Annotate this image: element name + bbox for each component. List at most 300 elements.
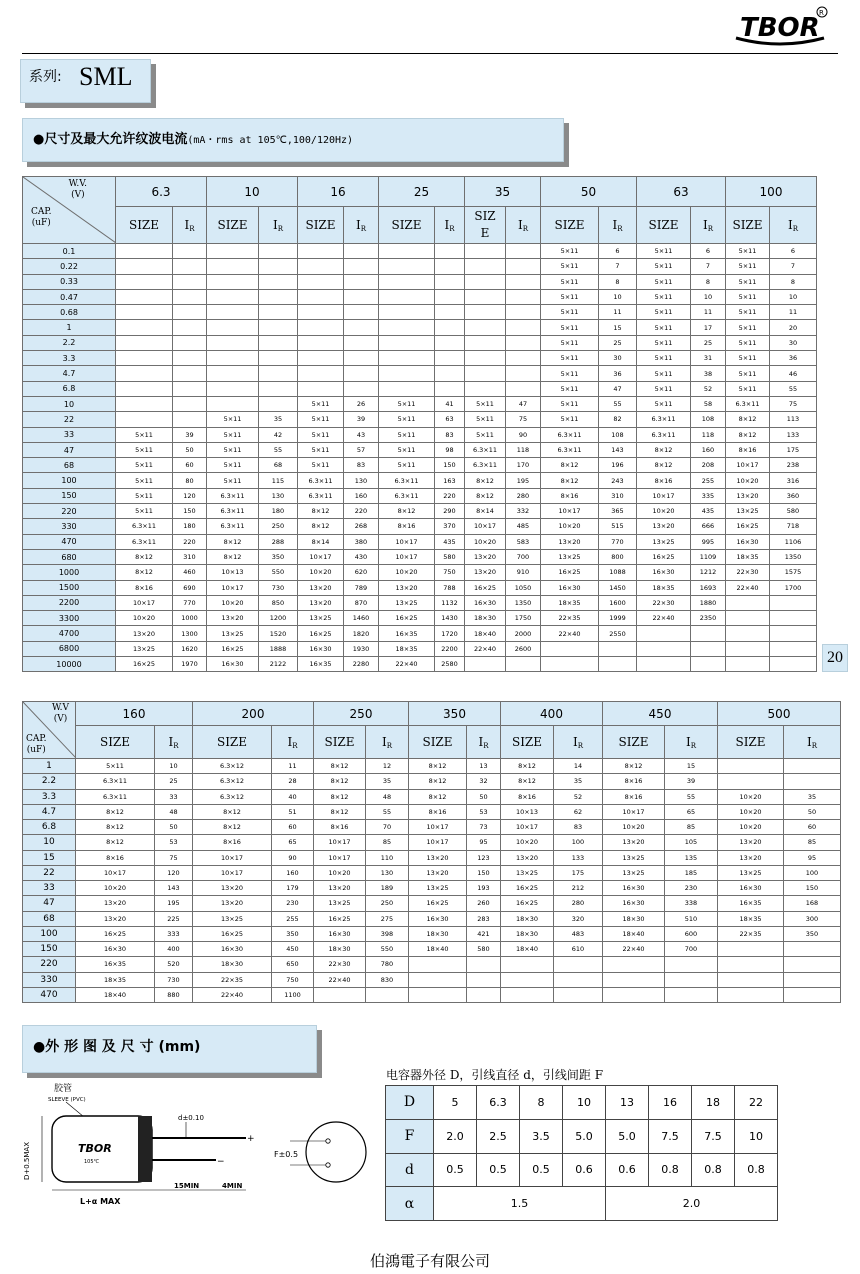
ripple-cell: 288 bbox=[259, 534, 298, 549]
size-cell bbox=[116, 335, 173, 350]
size-cell: 13×20 bbox=[409, 850, 467, 865]
size-cell: 6.3×12 bbox=[193, 759, 272, 774]
cap-cell: 100 bbox=[23, 473, 116, 488]
ripple-cell: 193 bbox=[467, 881, 501, 896]
table1-v-label: (V) bbox=[71, 190, 85, 200]
table-row bbox=[23, 289, 817, 304]
size-cell: 5×11 bbox=[726, 289, 770, 304]
dims-value: 0.8 bbox=[735, 1153, 778, 1187]
table2-cap-wrap bbox=[26, 734, 46, 756]
dims-value: 0.8 bbox=[692, 1153, 735, 1187]
size-cell: 5×11 bbox=[637, 351, 691, 366]
size-cell: 10×20 bbox=[298, 565, 344, 580]
size-cell bbox=[207, 320, 259, 335]
ripple-cell: 789 bbox=[344, 580, 379, 595]
size-cell: 16×30 bbox=[637, 565, 691, 580]
header-rule bbox=[22, 53, 838, 54]
ir-col-header-sub: R bbox=[792, 224, 799, 233]
size-cell: 10×20 bbox=[207, 595, 259, 610]
table1-cap-label: CAP. bbox=[31, 207, 52, 217]
table-row bbox=[23, 972, 841, 987]
dims-value: 0.5 bbox=[520, 1153, 563, 1187]
ripple-cell bbox=[506, 381, 541, 396]
size-cell bbox=[207, 366, 259, 381]
ripple-cell: 33 bbox=[155, 789, 193, 804]
size-cell: 16×25 bbox=[726, 519, 770, 534]
size-cell: 5×11 bbox=[116, 488, 173, 503]
ripple-cell: 220 bbox=[344, 504, 379, 519]
size-cell bbox=[298, 274, 344, 289]
table-row bbox=[23, 504, 817, 519]
dims-value: 8 bbox=[520, 1086, 563, 1120]
ripple-cell: 283 bbox=[467, 911, 501, 926]
ripple-cell: 83 bbox=[435, 427, 465, 442]
dims-label-D: D bbox=[386, 1086, 434, 1120]
size-cell: 5×11 bbox=[298, 458, 344, 473]
lmax-label: L+α MAX bbox=[80, 1197, 121, 1206]
ripple-cell: 57 bbox=[344, 442, 379, 457]
ripple-cell: 60 bbox=[173, 458, 207, 473]
ripple-cell: 160 bbox=[272, 865, 314, 880]
size-cell: 5×11 bbox=[379, 442, 435, 457]
size-cell: 8×12 bbox=[298, 519, 344, 534]
size-cell: 8×12 bbox=[314, 804, 366, 819]
ripple-cell bbox=[554, 987, 603, 1002]
table1-unit-label: (uF) bbox=[31, 218, 51, 228]
ripple-cell: 238 bbox=[770, 458, 817, 473]
size-cell bbox=[718, 972, 784, 987]
dims-alpha-value: 2.0 bbox=[606, 1187, 778, 1221]
table-row bbox=[23, 804, 841, 819]
ripple-cell: 830 bbox=[366, 972, 409, 987]
ripple-cell: 250 bbox=[366, 896, 409, 911]
size-cell bbox=[116, 274, 173, 289]
table-row bbox=[23, 412, 817, 427]
table-row bbox=[23, 366, 817, 381]
ripple-cell: 360 bbox=[770, 488, 817, 503]
size-cell: 10×13 bbox=[207, 565, 259, 580]
voltage-header: 16 bbox=[298, 177, 379, 207]
ripple-cell: 730 bbox=[155, 972, 193, 987]
size-cell bbox=[207, 274, 259, 289]
table1-wv-wrap bbox=[69, 179, 87, 201]
ripple-cell: 225 bbox=[155, 911, 193, 926]
table-row bbox=[23, 626, 817, 641]
table-row bbox=[23, 534, 817, 549]
cap-cell: 1000 bbox=[23, 565, 116, 580]
size-cell bbox=[465, 259, 506, 274]
size-cell: 16×25 bbox=[207, 641, 259, 656]
dims-alpha-value: 1.5 bbox=[434, 1187, 606, 1221]
ripple-cell: 120 bbox=[173, 488, 207, 503]
size-cell bbox=[465, 381, 506, 396]
ripple-cell: 39 bbox=[665, 774, 718, 789]
ripple-cell bbox=[691, 641, 726, 656]
table-row bbox=[23, 274, 817, 289]
ripple-cell: 338 bbox=[665, 896, 718, 911]
ripple-cell: 35 bbox=[554, 774, 603, 789]
size-cell: 6.3×11 bbox=[76, 789, 155, 804]
size-cell: 16×30 bbox=[298, 641, 344, 656]
size-cell: 8×16 bbox=[193, 835, 272, 850]
size-cell bbox=[298, 366, 344, 381]
table-row bbox=[23, 565, 817, 580]
ripple-cell: 220 bbox=[435, 488, 465, 503]
ripple-cell: 310 bbox=[173, 549, 207, 564]
size-cell bbox=[637, 626, 691, 641]
ripple-cell: 520 bbox=[155, 957, 193, 972]
size-col-header bbox=[726, 207, 770, 244]
ripple-cell: 800 bbox=[599, 549, 637, 564]
ripple-cell bbox=[506, 305, 541, 320]
size-col-header bbox=[379, 207, 435, 244]
cap-cell: 10 bbox=[23, 835, 76, 850]
size-cell: 18×30 bbox=[193, 957, 272, 972]
size-cell bbox=[379, 381, 435, 396]
size-cell: 13×20 bbox=[637, 519, 691, 534]
size-cell bbox=[116, 351, 173, 366]
size-col-header-text: SIZE bbox=[648, 218, 679, 233]
size-cell: 13×25 bbox=[603, 865, 665, 880]
size-cell: 8×16 bbox=[603, 774, 665, 789]
ir-col-header-text: I bbox=[168, 734, 174, 749]
table-row bbox=[23, 942, 841, 957]
ripple-cell bbox=[259, 351, 298, 366]
min15-label: 15MIN bbox=[174, 1182, 200, 1190]
ripple-cell: 55 bbox=[259, 442, 298, 457]
ripple-cell: 243 bbox=[599, 473, 637, 488]
ripple-cell bbox=[344, 274, 379, 289]
size-cell: 16×25 bbox=[637, 549, 691, 564]
ripple-cell: 15 bbox=[599, 320, 637, 335]
ir-col-header-text: I bbox=[287, 734, 293, 749]
size-cell: 8×12 bbox=[465, 473, 506, 488]
ripple-cell: 28 bbox=[272, 774, 314, 789]
ripple-cell: 1970 bbox=[173, 657, 207, 672]
size-cell bbox=[465, 320, 506, 335]
dims-row-D bbox=[386, 1086, 778, 1120]
ripple-cell bbox=[435, 305, 465, 320]
size-cell: 5×11 bbox=[207, 427, 259, 442]
ir-col-header-text: I bbox=[702, 217, 708, 232]
ripple-cell bbox=[259, 274, 298, 289]
size-cell: 16×30 bbox=[76, 942, 155, 957]
size-cell: 16×30 bbox=[726, 534, 770, 549]
ripple-cell bbox=[366, 987, 409, 1002]
size-cell: 8×12 bbox=[726, 412, 770, 427]
ripple-cell: 550 bbox=[259, 565, 298, 580]
ripple-cell: 6 bbox=[691, 244, 726, 259]
size-cell: 10×17 bbox=[501, 820, 554, 835]
size-cell: 5×11 bbox=[207, 412, 259, 427]
table-row bbox=[23, 549, 817, 564]
size-cell bbox=[379, 305, 435, 320]
cap-cell: 680 bbox=[23, 549, 116, 564]
outline-drawing bbox=[18, 1080, 370, 1210]
ripple-cell: 280 bbox=[506, 488, 541, 503]
ripple-cell: 250 bbox=[259, 519, 298, 534]
size-cell: 5×11 bbox=[541, 320, 599, 335]
size-cell: 8×12 bbox=[314, 789, 366, 804]
size-cell: 8×12 bbox=[193, 804, 272, 819]
ripple-cell: 118 bbox=[506, 442, 541, 457]
ripple-cell: 11 bbox=[691, 305, 726, 320]
ripple-cell bbox=[259, 244, 298, 259]
size-cell: 13×25 bbox=[116, 641, 173, 656]
size-cell: 22×35 bbox=[541, 611, 599, 626]
table1-cap-wrap bbox=[31, 207, 51, 229]
ripple-cell bbox=[435, 274, 465, 289]
ripple-cell: 1700 bbox=[770, 580, 817, 595]
ripple-cell bbox=[173, 381, 207, 396]
ir-col-header-text: I bbox=[355, 217, 361, 232]
ripple-cell bbox=[435, 366, 465, 381]
size-col-header-text: SIZE bbox=[217, 218, 248, 233]
size-cell: 8×12 bbox=[603, 759, 665, 774]
ripple-cell: 25 bbox=[599, 335, 637, 350]
lead-spacing-label: F±0.5 bbox=[274, 1150, 299, 1159]
size-cell: 5×11 bbox=[637, 335, 691, 350]
dims-caption: 电容器外径 D，引线直径 d，引线间距 F bbox=[386, 1068, 604, 1082]
size-cell: 5×11 bbox=[76, 759, 155, 774]
size-cell: 6.3×11 bbox=[726, 396, 770, 411]
ripple-cell bbox=[784, 774, 841, 789]
ripple-cell: 195 bbox=[155, 896, 193, 911]
ir-col-header bbox=[173, 207, 207, 244]
size-cell bbox=[298, 381, 344, 396]
series-box bbox=[20, 59, 151, 103]
size-col-header-text: SIZE bbox=[554, 218, 585, 233]
size-cell: 6.3×11 bbox=[637, 412, 691, 427]
size-cell: 22×35 bbox=[718, 926, 784, 941]
table-row bbox=[23, 519, 817, 534]
size-cell: 10×17 bbox=[76, 865, 155, 880]
size-cell: 5×11 bbox=[637, 320, 691, 335]
ripple-cell bbox=[691, 626, 726, 641]
ripple-cell: 83 bbox=[554, 820, 603, 835]
ripple-cell: 150 bbox=[467, 865, 501, 880]
size-cell bbox=[207, 396, 259, 411]
size-cell: 6.3×11 bbox=[207, 504, 259, 519]
ir-col-header bbox=[155, 726, 193, 759]
size-cell bbox=[465, 289, 506, 304]
ripple-cell: 1888 bbox=[259, 641, 298, 656]
size-cell: 13×20 bbox=[409, 865, 467, 880]
size-cell: 10×13 bbox=[501, 804, 554, 819]
ripple-cell bbox=[599, 641, 637, 656]
size-cell bbox=[116, 305, 173, 320]
ripple-cell: 195 bbox=[506, 473, 541, 488]
dims-value: 0.8 bbox=[649, 1153, 692, 1187]
cap-cell: 68 bbox=[23, 458, 116, 473]
size-cell: 22×30 bbox=[637, 595, 691, 610]
ripple-cell: 1620 bbox=[173, 641, 207, 656]
size-cell: 8×16 bbox=[76, 850, 155, 865]
ripple-cell: 770 bbox=[173, 595, 207, 610]
size-cell: 13×20 bbox=[379, 580, 435, 595]
voltage-header: 250 bbox=[314, 702, 409, 726]
dims-label-d: d bbox=[386, 1153, 434, 1187]
ripple-cell: 95 bbox=[784, 850, 841, 865]
section1-box bbox=[22, 118, 564, 162]
ripple-cell: 163 bbox=[435, 473, 465, 488]
ripple-cell bbox=[770, 657, 817, 672]
ripple-cell: 90 bbox=[506, 427, 541, 442]
table-row bbox=[23, 335, 817, 350]
size-cell: 5×11 bbox=[541, 351, 599, 366]
dims-value: 10 bbox=[563, 1086, 606, 1120]
size-cell: 5×11 bbox=[541, 396, 599, 411]
size-cell: 18×40 bbox=[409, 942, 467, 957]
ripple-cell: 430 bbox=[344, 549, 379, 564]
size-col-header bbox=[207, 207, 259, 244]
size-cell bbox=[298, 305, 344, 320]
size-cell bbox=[465, 366, 506, 381]
table-row bbox=[23, 442, 817, 457]
size-col-header bbox=[298, 207, 344, 244]
size-cell: 8×16 bbox=[116, 580, 173, 595]
ripple-cell: 11 bbox=[272, 759, 314, 774]
dims-value: 5 bbox=[434, 1086, 477, 1120]
size-cell: 5×11 bbox=[379, 396, 435, 411]
ir-col-header bbox=[467, 726, 501, 759]
table2-v-label: (V) bbox=[53, 714, 68, 724]
ripple-cell bbox=[344, 244, 379, 259]
size-cell bbox=[116, 244, 173, 259]
size-cell bbox=[465, 351, 506, 366]
ripple-cell: 70 bbox=[366, 820, 409, 835]
ir-col-header-text: I bbox=[787, 217, 793, 232]
size-cell: 13×25 bbox=[193, 911, 272, 926]
size-col-header bbox=[603, 726, 665, 759]
size-cell bbox=[718, 942, 784, 957]
cap-cell: 47 bbox=[23, 896, 76, 911]
size-cell: 10×17 bbox=[314, 835, 366, 850]
size-cell: 16×25 bbox=[501, 896, 554, 911]
size-cell: 13×20 bbox=[314, 881, 366, 896]
voltage-header: 25 bbox=[379, 177, 465, 207]
ripple-cell: 1100 bbox=[272, 987, 314, 1002]
size-col-header bbox=[409, 726, 467, 759]
size-cell bbox=[298, 259, 344, 274]
size-cell: 5×11 bbox=[726, 244, 770, 259]
size-cell: 16×25 bbox=[116, 657, 173, 672]
ripple-cell: 75 bbox=[770, 396, 817, 411]
size-cell: 10×20 bbox=[314, 865, 366, 880]
ripple-cell bbox=[173, 244, 207, 259]
size-cell: 5×11 bbox=[116, 427, 173, 442]
size-cell: 10×20 bbox=[637, 504, 691, 519]
size-cell: 16×30 bbox=[409, 911, 467, 926]
size-cell: 10×17 bbox=[379, 549, 435, 564]
ripple-cell: 20 bbox=[770, 320, 817, 335]
size-cell bbox=[207, 259, 259, 274]
table-row bbox=[23, 259, 817, 274]
size-cell: 13×20 bbox=[207, 611, 259, 626]
size-cell: 16×30 bbox=[718, 881, 784, 896]
ripple-cell: 43 bbox=[344, 427, 379, 442]
ripple-cell: 421 bbox=[467, 926, 501, 941]
ir-col-header-sub: R bbox=[522, 224, 529, 233]
table-row bbox=[23, 611, 817, 626]
ir-col-header bbox=[259, 207, 298, 244]
ripple-cell bbox=[506, 366, 541, 381]
size-cell bbox=[116, 381, 173, 396]
dims-value: 7.5 bbox=[692, 1119, 735, 1153]
size-cell: 16×25 bbox=[465, 580, 506, 595]
cap-cell: 470 bbox=[23, 534, 116, 549]
ripple-cell bbox=[435, 351, 465, 366]
size-cell: 16×30 bbox=[193, 942, 272, 957]
ripple-cell: 75 bbox=[506, 412, 541, 427]
size-cell: 10×20 bbox=[603, 820, 665, 835]
size-cell: 6.3×11 bbox=[116, 519, 173, 534]
table-row bbox=[23, 957, 841, 972]
size-cell: 22×30 bbox=[726, 565, 770, 580]
ir-col-header bbox=[691, 207, 726, 244]
size-cell: 22×40 bbox=[379, 657, 435, 672]
ripple-cell: 220 bbox=[173, 534, 207, 549]
table-row bbox=[23, 926, 841, 941]
ripple-cell: 700 bbox=[506, 549, 541, 564]
voltage-header: 100 bbox=[726, 177, 817, 207]
size-cell: 10×20 bbox=[726, 473, 770, 488]
size-cell bbox=[116, 259, 173, 274]
size-cell: 8×12 bbox=[207, 549, 259, 564]
ripple-cell: 32 bbox=[467, 774, 501, 789]
size-cell: 18×35 bbox=[76, 972, 155, 987]
size-cell bbox=[726, 595, 770, 610]
size-cell bbox=[465, 274, 506, 289]
ripple-cell: 600 bbox=[665, 926, 718, 941]
size-cell: 5×11 bbox=[116, 442, 173, 457]
ripple-cell bbox=[506, 259, 541, 274]
ripple-cell: 60 bbox=[272, 820, 314, 835]
size-cell: 16×30 bbox=[465, 595, 506, 610]
ripple-cell bbox=[344, 305, 379, 320]
ripple-cell: 1930 bbox=[344, 641, 379, 656]
size-cell bbox=[379, 274, 435, 289]
ripple-cell bbox=[259, 289, 298, 304]
size-cell: 8×12 bbox=[637, 442, 691, 457]
dims-value: 0.5 bbox=[477, 1153, 520, 1187]
ripple-cell: 2580 bbox=[435, 657, 465, 672]
cap-cell: 33 bbox=[23, 427, 116, 442]
cap-cell: 0.68 bbox=[23, 305, 116, 320]
ripple-cell: 1450 bbox=[599, 580, 637, 595]
ripple-cell bbox=[435, 259, 465, 274]
ripple-cell: 30 bbox=[770, 335, 817, 350]
table-row bbox=[23, 759, 841, 774]
ir-col-header-sub: R bbox=[577, 741, 584, 750]
size-cell: 22×40 bbox=[541, 626, 599, 641]
voltage-header: 160 bbox=[76, 702, 193, 726]
table-row bbox=[23, 488, 817, 503]
size-cell bbox=[718, 774, 784, 789]
size-cell: 6.3×11 bbox=[76, 774, 155, 789]
size-cell: 8×16 bbox=[314, 820, 366, 835]
size-col-header bbox=[76, 726, 155, 759]
size-cell bbox=[501, 972, 554, 987]
cap-cell: 220 bbox=[23, 504, 116, 519]
size-cell: 5×11 bbox=[207, 458, 259, 473]
ripple-cell: 108 bbox=[599, 427, 637, 442]
ripple-cell bbox=[344, 289, 379, 304]
size-col-header-text: SIZE bbox=[305, 218, 336, 233]
ripple-cell bbox=[506, 657, 541, 672]
size-cell: 10×17 bbox=[603, 804, 665, 819]
table-row bbox=[23, 865, 841, 880]
